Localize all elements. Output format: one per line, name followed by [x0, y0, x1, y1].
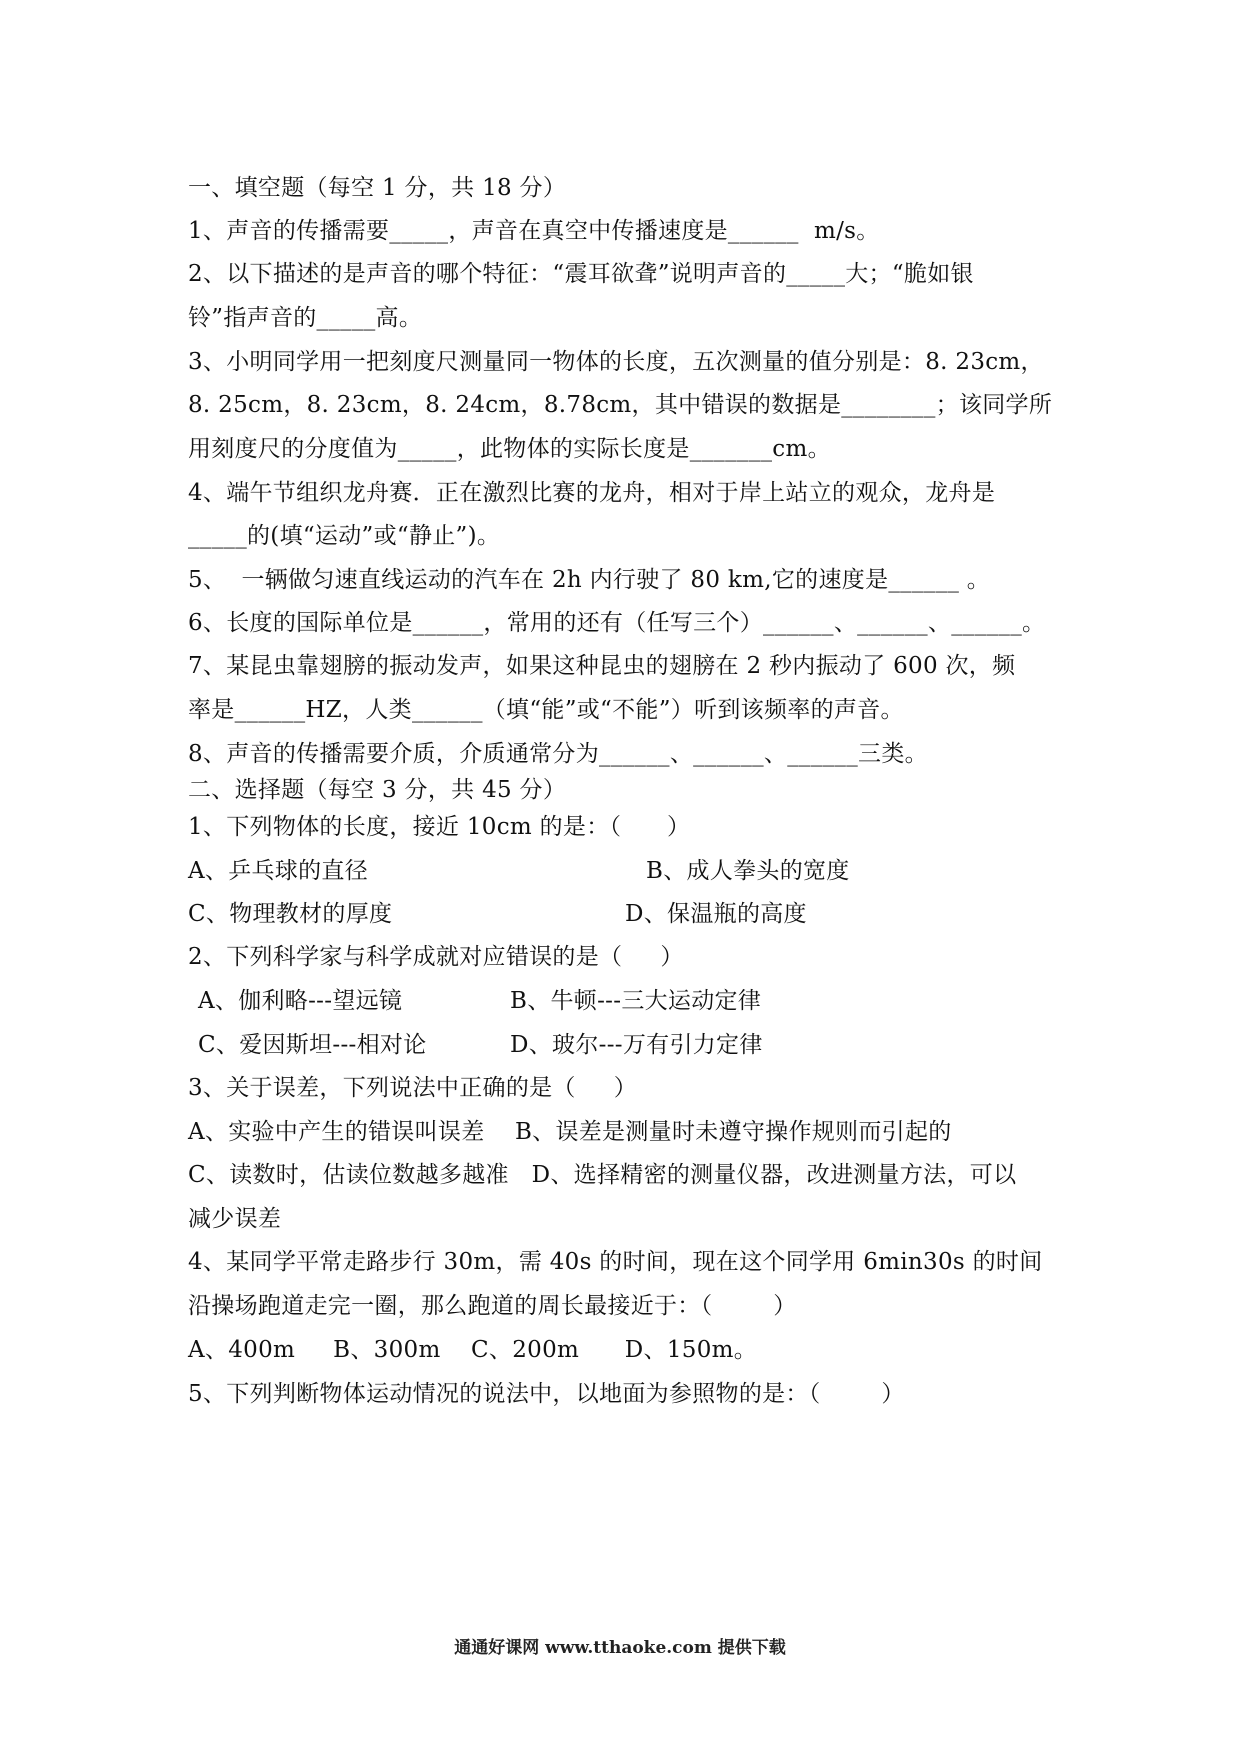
fill-question-4-line-1: 4、端午节组织龙舟赛．正在激烈比赛的龙舟，相对于岸上站立的观众，龙舟是 [188, 480, 996, 506]
option-b: B、成人拳头的宽度 [646, 858, 850, 884]
fill-question-2-line-1: 2、以下描述的是声音的哪个特征：“震耳欲聋”说明声音的_____大；“脆如银 [188, 261, 974, 287]
page-footer: 通通好课网 www.tthaoke.com 提供下载 [454, 1638, 786, 1658]
fill-question-7-line-1: 7、某昆虫靠翅膀的振动发声，如果这种昆虫的翅膀在 2 秒内振动了 600 次，频 [188, 653, 1016, 679]
option-d: D、玻尔---万有引力定律 [510, 1032, 763, 1058]
fill-question-5: 5、 一辆做匀速直线运动的汽车在 2h 内行驶了 80 km,它的速度是______ 。 [188, 567, 991, 593]
choice-question-1: 1、下列物体的长度，接近 10cm 的是：（ ） [188, 814, 691, 840]
choice-question-3-options-cd: C、读数时，估读位数越多越准 D、选择精密的测量仪器，改进测量方法，可以 [188, 1162, 1017, 1188]
fill-question-3-line-2: 8. 25cm，8. 23cm，8. 24cm，8.78cm，其中错误的数据是________；该同学所 [188, 392, 1053, 418]
option-c: C、爱因斯坦---相对论 [198, 1032, 427, 1058]
option-a: A、伽利略---望远镜 [198, 988, 403, 1014]
choice-question-2: 2、下列科学家与科学成就对应错误的是（ ） [188, 944, 684, 970]
fill-question-3-line-3: 用刻度尺的分度值为_____，此物体的实际长度是_______cm。 [188, 436, 831, 462]
section-2-title: 二、选择题（每空 3 分，共 45 分） [188, 777, 567, 803]
choice-question-4-line-2: 沿操场跑道走完一圈，那么跑道的周长最接近于：（ ） [188, 1293, 797, 1319]
option-c: C、物理教材的厚度 [188, 901, 393, 927]
choice-question-4-options: A、400m B、300m C、200m D、150m。 [188, 1337, 758, 1363]
fill-question-3-line-1: 3、小明同学用一把刻度尺测量同一物体的长度，五次测量的值分别是：8. 23cm， [188, 349, 1044, 375]
choice-question-3: 3、关于误差，下列说法中正确的是（ ） [188, 1075, 638, 1101]
choice-question-3-options-cd-cont: 减少误差 [188, 1206, 282, 1232]
option-b: B、牛顿---三大运动定律 [510, 988, 762, 1014]
choice-question-4-line-1: 4、某同学平常走路步行 30m，需 40s 的时间，现在这个同学用 6min30s 的时间 [188, 1249, 1043, 1275]
fill-question-1: 1、声音的传播需要_____，声音在真空中传播速度是______ m/s。 [188, 218, 880, 244]
choice-question-3-options-ab: A、实验中产生的错误叫误差 B、误差是测量时未遵守操作规则而引起的 [188, 1119, 952, 1145]
section-1-title: 一、填空题（每空 1 分，共 18 分） [188, 175, 567, 201]
fill-question-4-line-2: _____的(填“运动”或“静止”)。 [188, 523, 501, 549]
choice-question-5: 5、下列判断物体运动情况的说法中，以地面为参照物的是：（ ） [188, 1381, 905, 1407]
fill-question-2-line-2: 铃”指声音的_____高。 [188, 305, 423, 331]
option-d: D、保温瓶的高度 [625, 901, 807, 927]
fill-question-7-line-2: 率是______HZ，人类______（填“能”或“不能”）听到该频率的声音。 [188, 697, 904, 723]
option-a: A、乒乓球的直径 [188, 858, 369, 884]
fill-question-8: 8、声音的传播需要介质，介质通常分为______、______、______三类。 [188, 741, 928, 767]
fill-question-6: 6、长度的国际单位是______，常用的还有（任写三个）______、______、______。 [188, 610, 1046, 636]
